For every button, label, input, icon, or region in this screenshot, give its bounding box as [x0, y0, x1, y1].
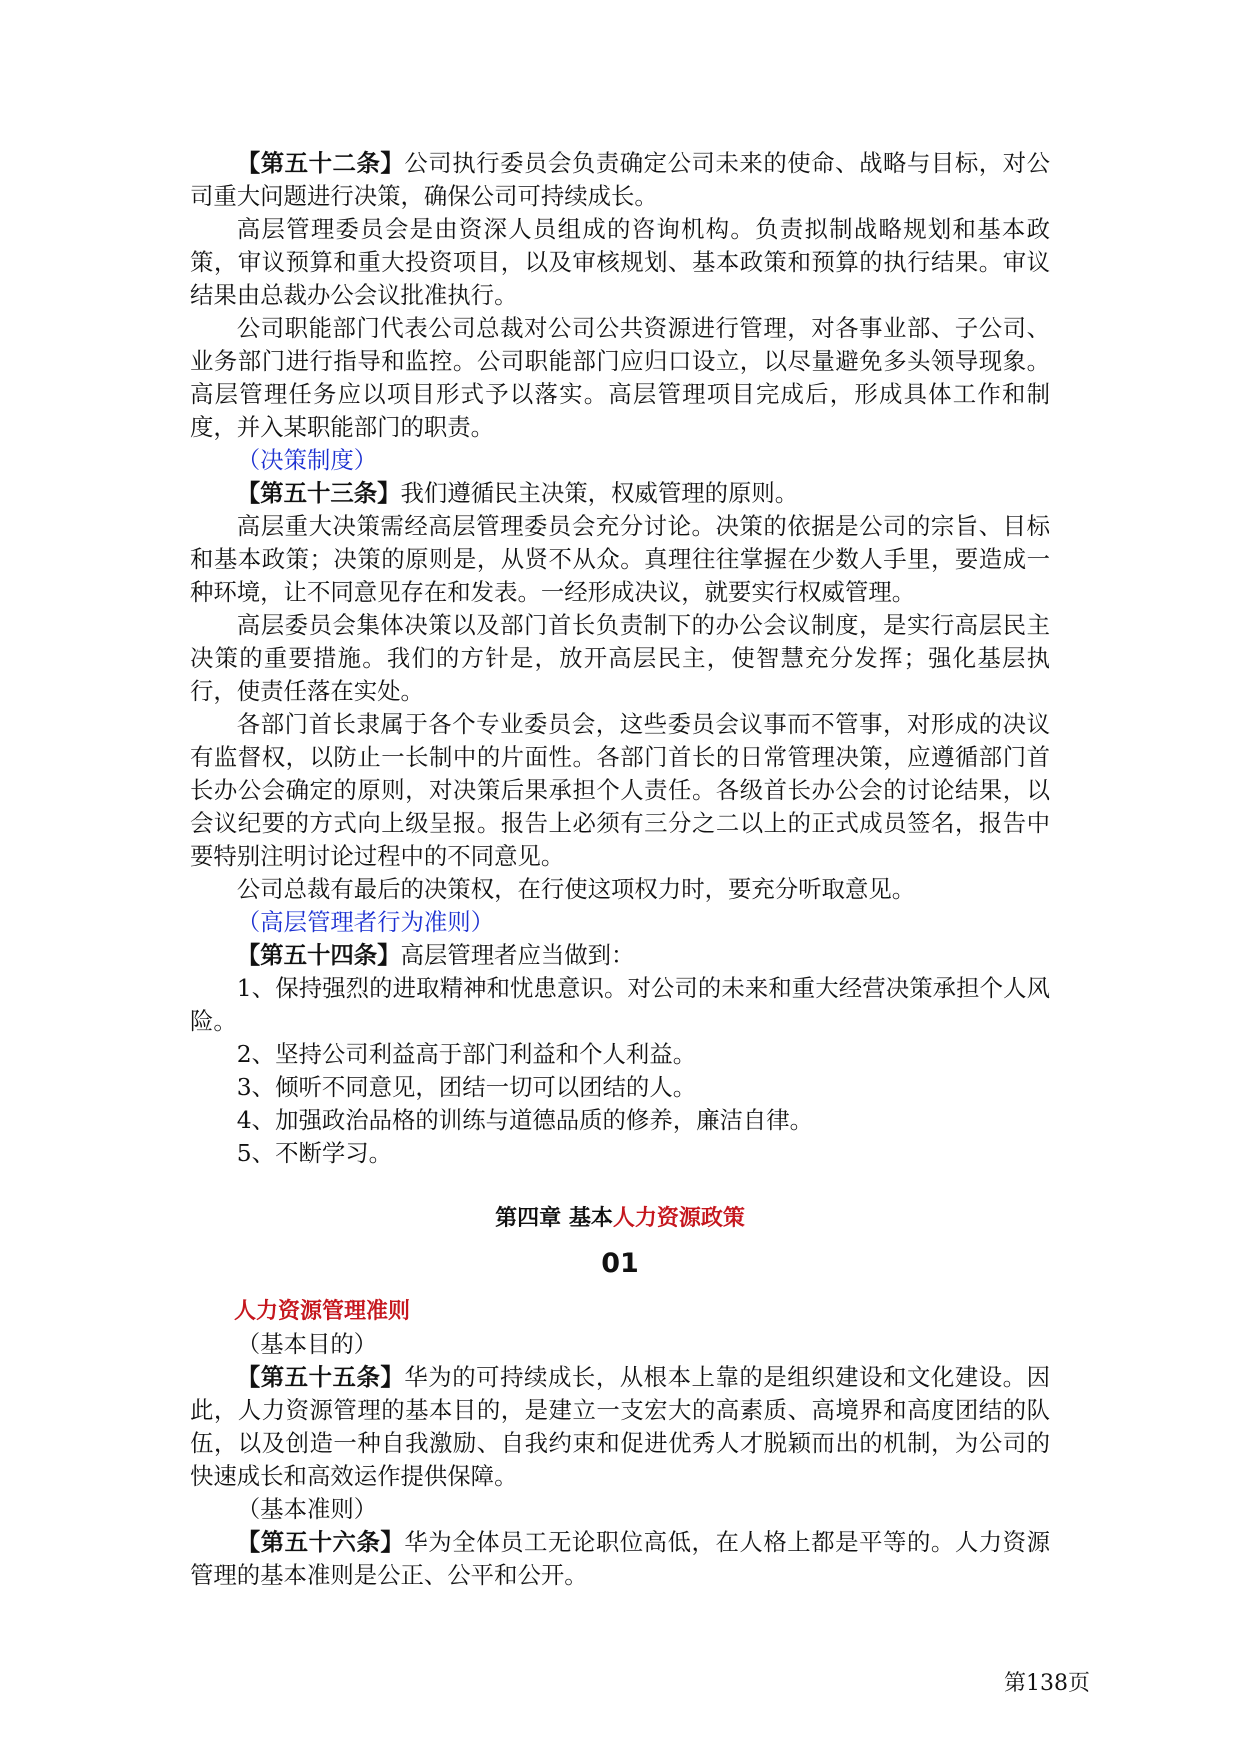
article-tag: 【第五十二条】: [236, 149, 405, 177]
list-item: 3、倾听不同意见，团结一切可以团结的人。: [236, 1073, 697, 1101]
article-52: [190, 147, 1050, 213]
list-item: 1、保持强烈的进取精神和忧患意识。对公司的未来和重大经营决策承担个人风险。: [190, 974, 1050, 1035]
subheading-decision-system: （决策制度）: [236, 446, 378, 474]
subheading-basic-purpose: （基本目的）: [236, 1330, 378, 1358]
paragraph: 高层委员会集体决策以及部门首长负责制下的办公会议制度，是实行高层民主决策的重要措施。我们的方针是，放开高层民主，使智慧充分发挥；强化基层执行，使责任落在实处。: [190, 611, 1050, 705]
article-53: [190, 477, 1050, 510]
list-item: 5、不断学习。: [236, 1139, 393, 1167]
article-text: 我们遵循民主决策，权威管理的原则。: [400, 479, 799, 507]
article-text: 公司执行委员会负责确定公司未来的使命、战略与目标，对公司重大问题进行决策，确保公司可持续成长。: [190, 149, 1051, 210]
subheading-basic-principle: （基本准则）: [236, 1495, 378, 1523]
article-tag: 【第五十六条】: [236, 1528, 405, 1556]
paragraph: 公司职能部门代表公司总裁对公司公共资源进行管理，对各事业部、子公司、业务部门进行指导和监控。公司职能部门应归口设立，以尽量避免多头领导现象。高层管理任务应以项目形式予以落实。高层管理项目完成后，形成具体工作和制度，并入某职能部门的职责。: [190, 314, 1050, 441]
article-tag: 【第五十三条】: [236, 479, 401, 507]
subheading-executive-conduct: （高层管理者行为准则）: [236, 908, 495, 936]
article-54: [190, 939, 1050, 972]
chapter-prefix: 第四章 基本: [495, 1206, 613, 1231]
article-56: [190, 1526, 1050, 1592]
list-item: 2、坚持公司利益高于部门利益和个人利益。: [236, 1040, 697, 1068]
paragraph: 各部门首长隶属于各个专业委员会，这些委员会议事而不管事，对形成的决议有监督权，以防止一长制中的片面性。各部门首长的日常管理决策，应遵循部门首长办公会确定的原则，对决策后果承担个人责任。各级首长办公会的讨论结果，以会议纪要的方式向上级呈报。报告上必须有三分之二以上的正式成员签名，报告中要特别注明讨论过程中的不同意见。: [190, 710, 1050, 870]
paragraph: 高层管理委员会是由资深人员组成的咨询机构。负责拟制战略规划和基本政策，审议预算和重大投资项目，以及审核规划、基本政策和预算的执行结果。审议结果由总裁办公会议批准执行。: [190, 215, 1050, 309]
section-title: 人力资源管理准则: [234, 1299, 411, 1324]
page-number: 第138页: [1004, 1671, 1090, 1696]
paragraph: 公司总裁有最后的决策权，在行使这项权力时，要充分听取意见。: [236, 875, 916, 903]
article-text: 华为全体员工无论职位高低，在人格上都是平等的。人力资源管理的基本准则是公正、公平和公开。: [190, 1528, 1051, 1589]
chapter-number: 01: [601, 1248, 639, 1279]
chapter-red-text: 人力资源政策: [612, 1206, 745, 1231]
list-item: 4、加强政治品格的训练与道德品质的修养，廉洁自律。: [236, 1106, 814, 1134]
article-text: 高层管理者应当做到：: [400, 941, 635, 969]
document-body: [190, 147, 1050, 1592]
article-tag: 【第五十四条】: [236, 941, 401, 969]
article-55: [190, 1361, 1050, 1493]
article-text: 华为的可持续成长，从根本上靠的是组织建设和文化建设。因此，人力资源管理的基本目的，是建立一支宏大的高素质、高境界和高度团结的队伍，以及创造一种自我激励、自我约束和促进优秀人才脱颖而出的机制，为公司的快速成长和高效运作提供保障。: [190, 1363, 1051, 1490]
chapter-title: [190, 1202, 1050, 1235]
paragraph: 高层重大决策需经高层管理委员会充分讨论。决策的依据是公司的宗旨、目标和基本政策；决策的原则是，从贤不从众。真理往往掌握在少数人手里，要造成一种环境，让不同意见存在和发表。一经形成决议，就要实行权威管理。: [190, 512, 1050, 606]
article-tag: 【第五十五条】: [236, 1363, 405, 1391]
